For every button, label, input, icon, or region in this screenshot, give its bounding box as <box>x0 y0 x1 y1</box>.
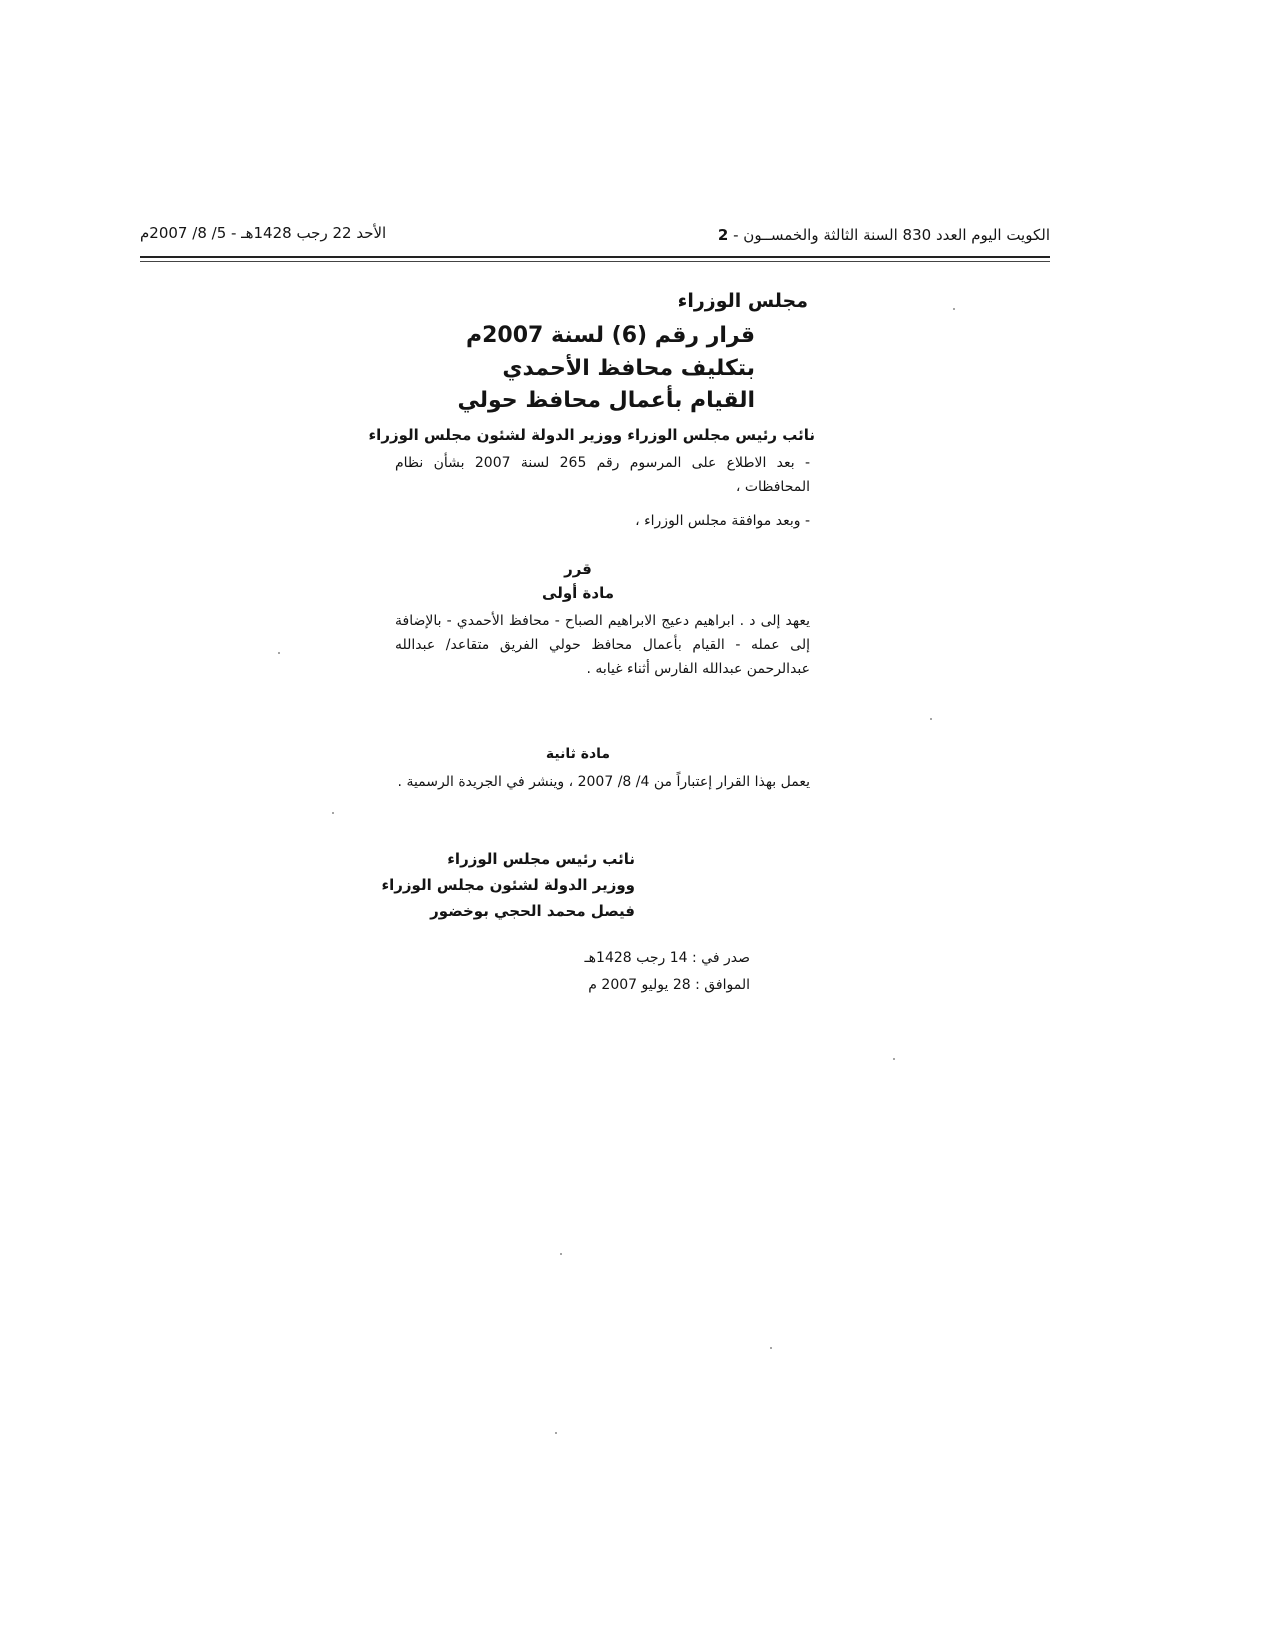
header-rule-thin <box>140 261 1050 262</box>
scan-speck <box>770 1347 772 1349</box>
scan-speck <box>893 1058 895 1060</box>
page-number: 2 <box>717 226 729 244</box>
scan-speck <box>555 1432 557 1434</box>
decision-title-line-1: قرار رقم (6) لسنة 2007م <box>465 323 755 348</box>
header-rule-thick <box>140 256 1050 258</box>
decided-heading: قرر <box>564 560 592 578</box>
scan-speck <box>930 718 932 720</box>
article-2-text: يعمل بهذا القرار إعتباراً من 4/ 8/ 2007 ، وينشر في الجريدة الرسمية . <box>397 774 810 790</box>
preamble-item-1: - بعد الاطلاع على المرسوم رقم 265 لسنة 2007 بشأن نظام المحافظات ، <box>395 455 811 495</box>
signatory-title-1: نائب رئيس مجلس الوزراء <box>447 850 635 868</box>
decision-title-line-2: بتكليف محافظ الأحمدي <box>502 356 755 381</box>
scan-speck <box>953 308 955 310</box>
scan-speck <box>278 652 280 654</box>
scan-speck <box>332 812 334 814</box>
article-1-heading: مادة أولى <box>542 584 614 602</box>
issuer-line: نائب رئيس مجلس الوزراء ووزير الدولة لشئون مجلس الوزراء <box>368 426 815 444</box>
decision-title-line-3: القيام بأعمال محافظ حولي <box>457 388 755 413</box>
running-header-right <box>640 226 1050 244</box>
scan-speck <box>560 1253 562 1255</box>
issued-date-hijri: صدر في : 14 رجب 1428هـ <box>584 950 750 966</box>
running-header-date: الأحد 22 رجب 1428هـ - 5/ 8/ 2007م <box>140 224 387 242</box>
preamble-item-2: - وبعد موافقة مجلس الوزراء ، <box>635 513 810 529</box>
council-heading: مجلس الوزراء <box>677 290 808 312</box>
article-2-heading: مادة ثانية <box>545 746 611 762</box>
article-1-text: يعهد إلى د . ابراهيم دعيج الابراهيم الصباح - محافظ الأحمدي - بالإضافة إلى عمله - القيام بأعمال محافظ حولي الفريق متقاعد/ عبدالله عبدالرحمن عبدالله الفارس أثناء غيابه . <box>395 613 810 677</box>
issued-date-gregorian: الموافق : 28 يوليو 2007 م <box>588 977 750 993</box>
gazette-issue-info: الكويت اليوم العدد 830 السنة الثالثة والخمســون - <box>733 226 1050 244</box>
signatory-name: فيصل محمد الحجي بوخضور <box>430 902 635 920</box>
signatory-title-2: ووزير الدولة لشئون مجلس الوزراء <box>381 876 635 894</box>
